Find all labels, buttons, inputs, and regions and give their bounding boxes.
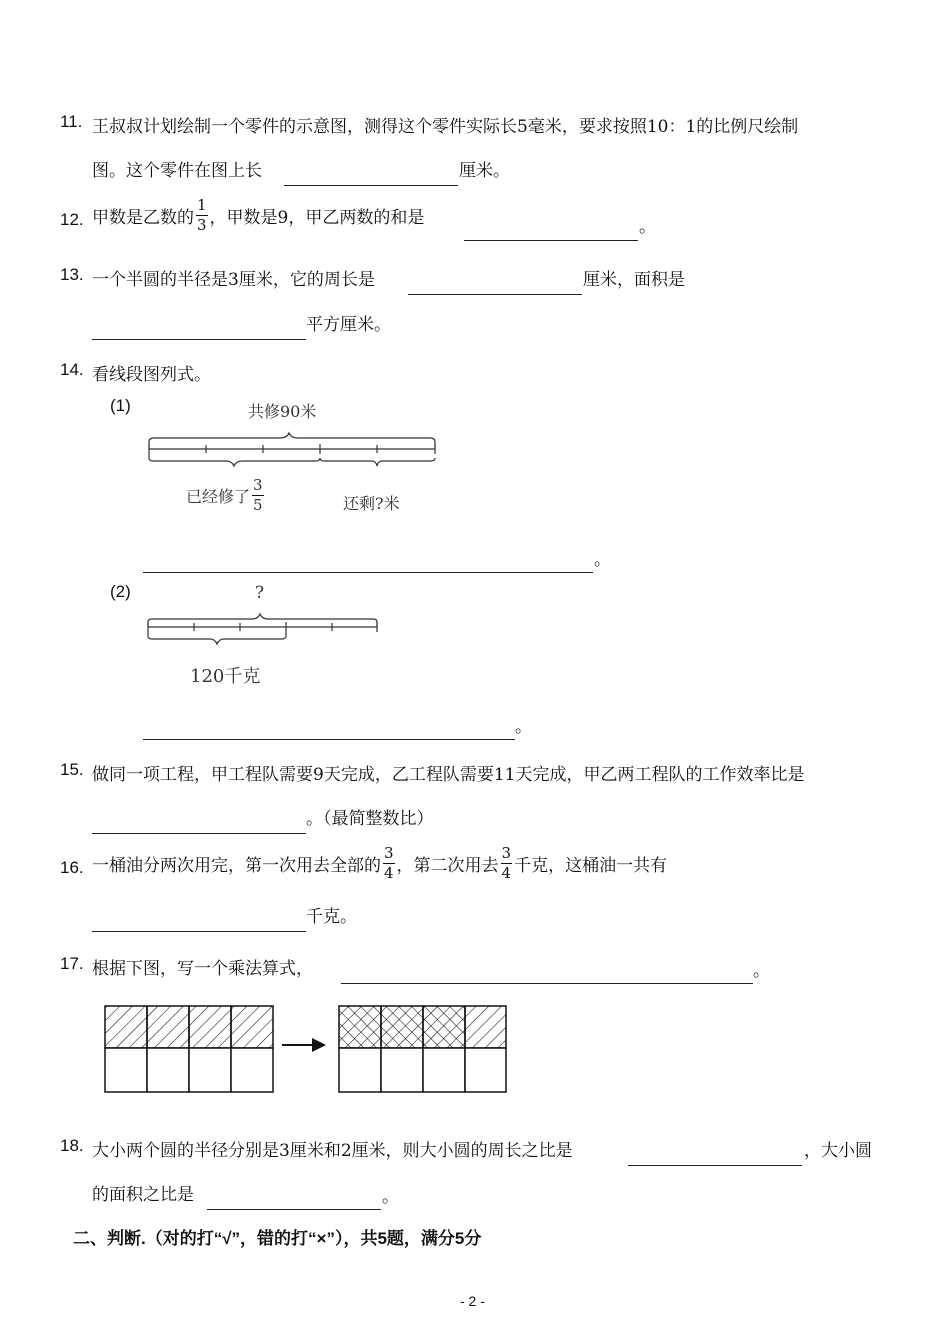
q17-text: 根据下图，写一个乘法算式， (92, 959, 313, 979)
q16-text-c: 千克，这桶油一共有 (514, 856, 668, 876)
page-number: - 2 - (460, 1293, 485, 1309)
q14-sub1-done-label (186, 478, 266, 513)
q18-text-a: 大小两个圆的半径分别是3厘米和2厘米，则大小圆的周长之比是 (92, 1141, 573, 1161)
q12-text-b: ，甲数是9，甲乙两数的和是 (209, 208, 425, 228)
q15-answer-blank[interactable] (92, 833, 306, 834)
q13-number: 13. (60, 265, 84, 284)
q11-line1: 王叔叔计划绘制一个零件的示意图，测得这个零件实际长5毫米，要求按照10：1的比例尺绘制 (92, 117, 799, 137)
q16-answer-blank[interactable] (92, 931, 306, 932)
q14-sub1-remaining-label: 还剩?米 (343, 494, 400, 513)
q14-sub2-top-label: ? (255, 583, 265, 603)
q13-text-a: 一个半圆的半径是3厘米，它的周长是 (92, 270, 375, 290)
q14-sub2-bottom-label: 120千克 (190, 666, 261, 687)
q18-text-b: ，大小圆 (804, 1141, 872, 1161)
q18-end: 。 (382, 1187, 399, 1207)
q15-number: 15. (60, 760, 84, 779)
q16-line2: 千克。 (306, 907, 357, 927)
q14-sub1-left-text: 已经修了 (186, 487, 251, 506)
q18-number: 18. (60, 1136, 84, 1155)
q17-right-grid (339, 1006, 506, 1092)
q16-text-b: ，第二次用去 (396, 856, 499, 876)
q12-fraction (196, 198, 208, 233)
q17-end: 。 (753, 961, 770, 981)
q11-number: 11. (60, 112, 83, 131)
q14-sub2-answer-blank[interactable] (143, 739, 515, 740)
q14-sub1-segment-diagram (140, 430, 450, 474)
q11-unit: 厘米。 (459, 161, 510, 181)
q15-line2: 。（最简整数比） (306, 809, 434, 829)
q16-number: 16. (60, 858, 84, 877)
q16-frac2-denominator: 4 (501, 864, 512, 882)
q14-sub1-top-label: 共修90米 (248, 402, 317, 421)
q18-line2-text: 的面积之比是 (92, 1185, 194, 1205)
q14-sub2-label: (2) (110, 582, 131, 601)
q14-sub1-end: 。 (594, 550, 611, 570)
q16-frac2-numerator: 3 (501, 844, 512, 862)
q14-sub2-segment-diagram (140, 610, 390, 650)
q14-sub2-end: 。 (515, 717, 532, 737)
q14-sub1-frac-numerator: 3 (253, 476, 263, 494)
q16-fraction-1 (383, 846, 395, 881)
q12-answer-blank[interactable] (464, 240, 638, 241)
q18-perimeter-ratio-blank[interactable] (628, 1165, 802, 1166)
q16-frac1-denominator: 4 (384, 864, 394, 882)
q16-text (92, 846, 667, 881)
q14-text: 看线段图列式。 (92, 365, 211, 385)
q17-left-grid (105, 1006, 273, 1092)
q12-frac-denominator: 3 (197, 216, 207, 234)
q12-end: 。 (639, 217, 656, 237)
q14-sub1-fraction (252, 478, 264, 513)
q14-sub1-label: (1) (110, 396, 131, 415)
q17-answer-blank[interactable] (341, 983, 753, 984)
q13-perimeter-blank[interactable] (408, 294, 582, 295)
q15-line1: 做同一项工程，甲工程队需要9天完成，乙工程队需要11天完成，甲乙两工程队的工作效率比是 (92, 765, 805, 785)
q16-text-a: 一桶油分两次用完，第一次用去全部的 (92, 856, 381, 876)
q18-area-ratio-blank[interactable] (207, 1209, 381, 1210)
q17-number: 17. (60, 954, 84, 973)
q13-area-blank[interactable] (92, 339, 306, 340)
q12-text (92, 198, 424, 233)
section-2-heading: 二、判断.（对的打“√”，错的打“×”），共5题，满分5分 (73, 1229, 482, 1248)
q12-number: 12. (60, 210, 84, 229)
q14-sub1-frac-denominator: 5 (253, 496, 263, 514)
q12-text-a: 甲数是乙数的 (92, 208, 194, 228)
q11-line2-text: 图。这个零件在图上长 (92, 161, 262, 181)
q13-text-b: 厘米，面积是 (583, 270, 685, 290)
arrow-right-icon (282, 1038, 326, 1052)
q16-fraction-2 (501, 846, 513, 881)
q17-grid-diagram (100, 1000, 512, 1098)
q12-frac-numerator: 1 (197, 196, 207, 214)
q11-answer-blank[interactable] (284, 185, 458, 186)
q14-number: 14. (60, 360, 84, 379)
q13-text-c: 平方厘米。 (306, 315, 391, 335)
q14-sub1-answer-blank[interactable] (143, 572, 593, 573)
q16-frac1-numerator: 3 (384, 844, 394, 862)
